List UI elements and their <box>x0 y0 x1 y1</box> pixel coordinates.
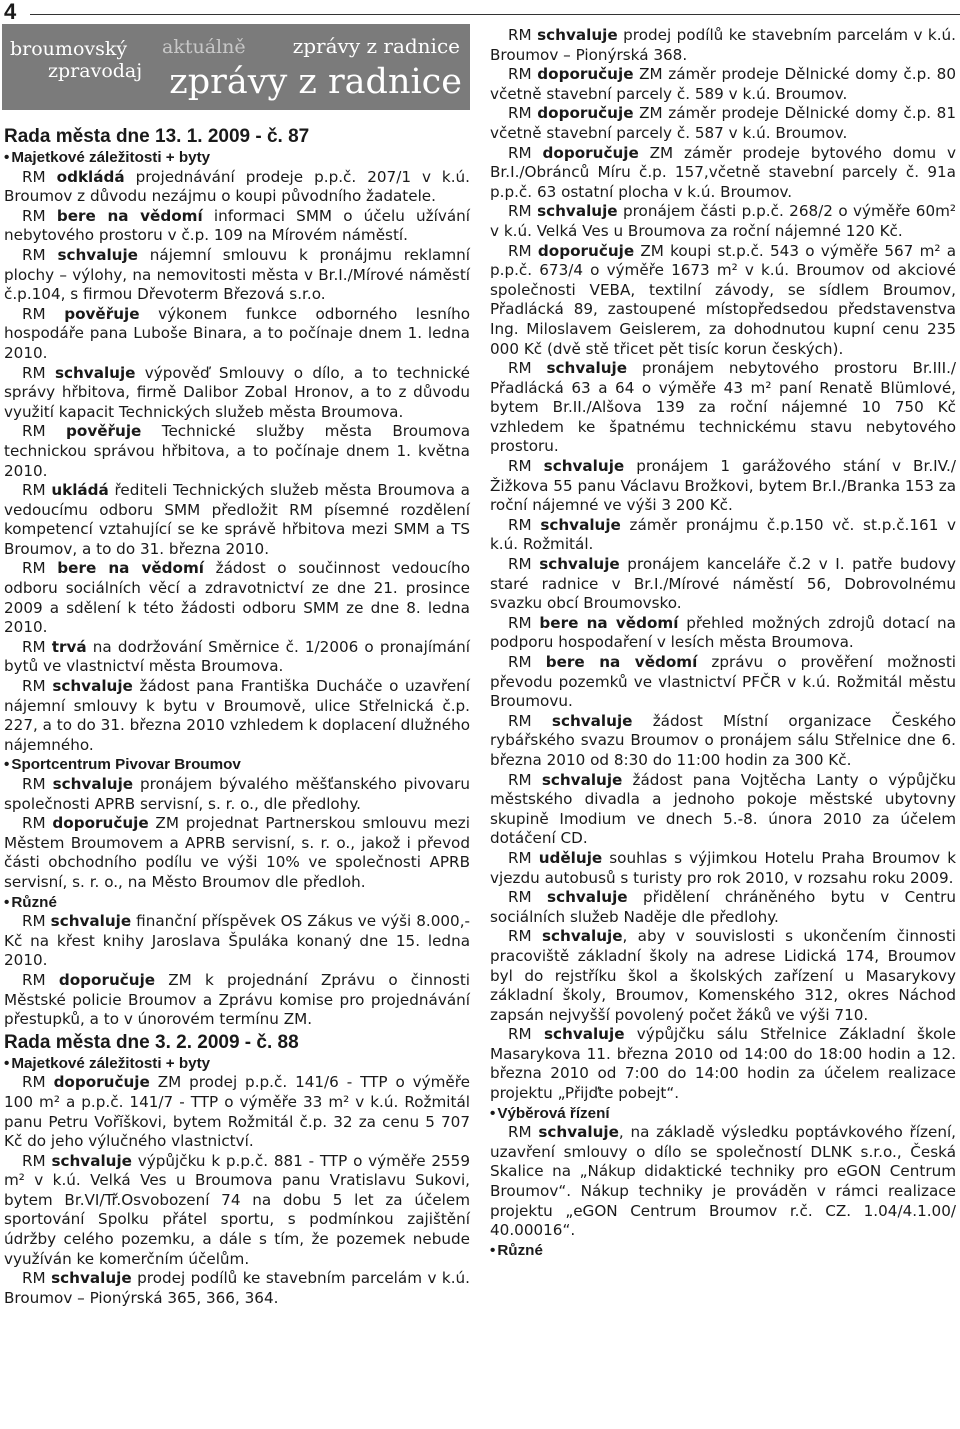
resolution-paragraph <box>4 1152 470 1270</box>
resolution-text: ZM záměr prodeje bytového domu v Br.I./Obránců Míru č.p. 157,včetně stavební parcely č. 91a p.p.č. 63 ostatní plocha v k.ú. Broumov. <box>490 143 956 201</box>
resolution-paragraph <box>490 1123 956 1241</box>
resolution-verb: doporučuje <box>537 65 634 84</box>
resolution-verb: schvaluje <box>541 927 623 946</box>
resolution-lead: RM <box>508 202 538 221</box>
resolution-lead: RM <box>22 304 65 323</box>
resolution-paragraph <box>4 775 470 814</box>
resolution-verb: schvaluje <box>50 912 132 931</box>
resolution-lead: RM <box>22 206 57 225</box>
resolution-text: žádost pana Františka Ducháče o uzavření nájemní smlouvy k bytu v Broumově, ulice Střelnická č.p. 227, a to do 31. března 2010 vzhledem k doplacení dlužného nájemného. <box>4 677 471 754</box>
resolution-paragraph <box>490 104 956 143</box>
resolution-text: žádost o součinnost vedoucího odboru sociálních věcí a zdravotnictví ze dne 21. prosince 2009 a sdělení k této žádosti odboru SMM ze dne 8. ledna 2010. <box>4 559 471 637</box>
resolution-verb: bere na vědomí <box>539 613 679 632</box>
resolution-verb: schvaluje <box>52 677 133 696</box>
resolution-text: Technické služby města Broumova technickou správou hřbitova, a to počínaje dnem 1. května 2010. <box>4 422 471 480</box>
resolution-text: , aby v souvislosti s ukončením činnosti pracoviště základní školy na adrese Lidická 174, Broumov byl do rejstříku škol a školských zařízení u Masarykovy základní školy, Broumov, Komenského 312, okres Náchod zapsán nejvyšší povolený počet žáků ve výši 710. <box>490 927 956 1024</box>
resolution-verb: doporučuje <box>537 104 634 123</box>
resolution-paragraph <box>4 246 470 305</box>
resolution-text: na dodržování Směrnice č. 1/2006 o pronajímání bytů ve vlastnictví města Broumova. <box>4 637 471 676</box>
banner-brand <box>10 38 142 82</box>
resolution-paragraph <box>490 516 956 555</box>
resolution-verb: doporučuje <box>542 143 639 162</box>
resolution-lead: RM <box>508 848 539 867</box>
resolution-text: finanční příspěvek OS Zákus ve výši 8.000,- Kč na křest knihy Jaroslava Špuláka konaný dne 15. ledna 2010. <box>4 912 471 970</box>
resolution-lead: RM <box>22 677 53 696</box>
resolution-paragraph <box>490 457 956 516</box>
resolution-verb: doporučuje <box>537 241 635 260</box>
resolution-lead: RM <box>508 359 547 378</box>
resolution-verb: bere na vědomí <box>57 559 204 578</box>
resolution-text: přidělení chráněného bytu v Centru sociálních služeb Naděje dle předlohy. <box>490 888 956 926</box>
resolution-paragraph <box>490 771 956 849</box>
resolution-paragraph <box>4 971 470 1030</box>
resolution-verb: uděluje <box>538 848 603 867</box>
resolution-lead: RM <box>508 1025 544 1044</box>
resolution-verb: odkládá <box>56 167 125 186</box>
resolution-lead: RM <box>508 515 541 534</box>
banner-section-label: aktuálně <box>162 36 246 58</box>
resolution-verb: schvaluje <box>551 711 633 730</box>
resolution-verb: pověřuje <box>66 422 142 441</box>
resolution-text: ZM projednat Partnerskou smlouvu mezi Městem Broumovem a APRB servisní, s. r. o., jakož i převod části obchodního podílu ve výši 10% ve společnosti APRB servisní, s. r. o., na Město Broumov dle předloh. <box>4 814 470 891</box>
resolution-text: prodej podílů ke stavebním parcelám v k.ú. Broumov – Pionýrská 365, 366, 364. <box>4 1269 470 1307</box>
resolution-lead: RM <box>22 912 51 931</box>
right-column <box>490 26 956 1260</box>
resolution-text: pronájem bývalého měšťanského pivovaru společnosti APRB servisní, s. r. o., dle předlohy. <box>4 775 470 813</box>
resolution-paragraph <box>490 202 956 241</box>
resolution-lead: RM <box>22 559 58 578</box>
resolution-verb: schvaluje <box>538 1123 619 1142</box>
resolution-paragraph <box>490 712 956 771</box>
resolution-lead: RM <box>22 637 52 656</box>
top-rule <box>30 14 960 15</box>
resolution-paragraph <box>4 912 470 971</box>
section-heading: • Sportcentrum Pivovar Broumov <box>4 755 470 775</box>
resolution-verb: schvaluje <box>539 555 620 574</box>
resolution-paragraph <box>4 814 470 892</box>
banner-brand-line2: zpravodaj <box>48 60 143 82</box>
banner-title-small: zprávy z radnice <box>292 34 460 58</box>
resolution-verb: schvaluje <box>537 202 618 221</box>
resolution-paragraph <box>4 559 470 637</box>
resolution-text: žádost pana Vojtěcha Lanty o výpůjčku městského divadla a jednoho pokoje městské ubytovny skupině Imodium ve dnech 5.-8. února 2010 za účelem dotáčení CD. <box>490 770 957 848</box>
resolution-lead: RM <box>22 1073 54 1092</box>
resolution-text: výpůjčku sálu Střelnice Základní škole Masarykova 11. března 2010 od 14:00 do 18:00 hodin a 12. března 2010 od 7:00 do 14:00 hodin za účelem realizace projektu „Přijďte pobejt“. <box>490 1025 956 1103</box>
resolution-verb: schvaluje <box>540 515 621 534</box>
resolution-text: ZM prodej p.p.č. 141/6 - TTP o výměře 100 m² a p.p.č. 141/7 - TTP o výměře 33 m² v k.ú. Rožmitál panu Petru Vořĭškovi, bytem Rožmitál č.p. 32 za cenu 5 707 Kč do jeho výlučného vlastnictví. <box>4 1073 470 1151</box>
resolution-text: prodej podílů ke stavebním parcelám v k.ú. Broumov – Pionýrská 368. <box>490 26 956 64</box>
resolution-lead: RM <box>22 1151 52 1170</box>
resolution-text: záměr pronájmu č.p.150 vč. st.p.č.161 v k.ú. Rožmitál. <box>490 515 957 554</box>
resolution-paragraph <box>490 144 956 203</box>
resolution-paragraph <box>490 555 956 614</box>
resolution-paragraph <box>4 207 470 246</box>
resolution-text: pronájem kanceláře č.2 v I. patře budovy staré radnice v Br.I./Mírové náměstí 56, Dobrovolnému svazku obcí Broumovsko. <box>490 555 957 613</box>
resolution-text: zprávu o prověření možnosti převodu pozemků ve vlastnictví PFČR v k.ú. Rožmitál městu Broumovu. <box>490 653 957 711</box>
resolution-paragraph <box>490 849 956 888</box>
resolution-lead: RM <box>22 422 67 441</box>
resolution-paragraph <box>4 1073 470 1151</box>
resolution-paragraph <box>4 481 470 559</box>
resolution-verb: schvaluje <box>546 359 628 378</box>
resolution-paragraph <box>490 653 956 712</box>
resolution-paragraph <box>4 168 470 207</box>
left-column <box>4 124 470 1308</box>
resolution-lead: RM <box>22 814 53 833</box>
resolution-paragraph <box>4 1269 470 1308</box>
resolution-lead: RM <box>22 167 57 186</box>
resolution-verb: schvaluje <box>54 363 136 382</box>
resolution-text: pronájem nebytového prostoru Br.III./ Přadlácká 63 a 64 o výměře 43 m² paní Renatě Blümlové, bytem Br.II./Alšova 139 za roční nájemné 10 750 Kč vzhledem ke špatnému technickému stavu nebytového prostoru. <box>490 359 957 456</box>
resolution-verb: schvaluje <box>57 245 138 264</box>
resolution-paragraph <box>490 65 956 104</box>
resolution-verb: trvá <box>51 637 87 656</box>
resolution-lead: RM <box>508 143 543 162</box>
meeting-heading: Rada města dne 3. 2. 2009 - č. 88 <box>4 1031 299 1053</box>
page-number: 4 <box>4 0 17 24</box>
resolution-paragraph <box>490 927 956 1025</box>
resolution-lead: RM <box>508 241 538 260</box>
resolution-lead: RM <box>508 26 538 44</box>
resolution-verb: doporučuje <box>53 1073 150 1092</box>
resolution-verb: doporučuje <box>58 970 156 989</box>
resolution-verb: schvaluje <box>543 1025 625 1044</box>
resolution-paragraph <box>490 614 956 653</box>
resolution-lead: RM <box>508 653 546 671</box>
section-heading: • Majetkové záležitosti + byty <box>4 148 470 168</box>
resolution-text: ZM záměr prodeje Dělnické domy č.p. 80 včetně stavební parcely č. 589 v k.ú. Broumov. <box>490 65 957 103</box>
resolution-text: přehled možných zdrojů dotací na podporu hospodaření v lesích města Broumova. <box>490 613 956 652</box>
banner-title-big: zprávy z radnice <box>169 62 462 102</box>
resolution-paragraph <box>490 888 956 927</box>
resolution-paragraph <box>4 638 470 677</box>
resolution-text: výpůjčku k p.p.č. 881 - TTP o výměře 2559 m² v k.ú. Velká Ves u Broumova panu Vratislavu Sukovi, bytem Br.VI/Tř.Osvobození 74 na dobu 5 let za účelem sportování Spolku přátel sportu, s podmínkou zajištění údržby celého pozemku, a dále s tím, že pozemek nebude využíván ke komerčním účelům. <box>4 1151 470 1268</box>
resolution-lead: RM <box>508 457 544 476</box>
resolution-verb: bere na vědomí <box>56 206 203 225</box>
resolution-text: výkonem funkce odborného lesního hospodáře pana Luboše Binara, a to počínaje dnem 1. ledna 2010. <box>4 304 471 362</box>
resolution-paragraph <box>4 422 470 481</box>
resolution-paragraph <box>490 1025 956 1103</box>
resolution-paragraph <box>4 677 470 755</box>
resolution-paragraph <box>490 26 956 65</box>
resolution-verb: schvaluje <box>547 888 628 907</box>
resolution-lead: RM <box>22 245 58 264</box>
section-heading: • Různé <box>490 1241 956 1261</box>
resolution-verb: schvaluje <box>51 1151 132 1170</box>
meeting-heading: Rada města dne 13. 1. 2009 - č. 87 <box>4 126 310 147</box>
resolution-lead: RM <box>508 1123 539 1142</box>
resolution-lead: RM <box>22 481 52 500</box>
resolution-lead: RM <box>508 888 548 907</box>
resolution-text: ZM k projednání Zprávu o činnosti Městské policie Broumov a Zprávu komise pro projednávání přestupků, a to v únorovém termínu ZM. <box>4 970 471 1029</box>
resolution-verb: schvaluje <box>537 26 618 44</box>
resolution-verb: schvaluje <box>541 770 623 789</box>
resolution-verb: bere na vědomí <box>545 653 698 671</box>
resolution-verb: schvaluje <box>51 1269 132 1288</box>
resolution-text: informaci SMM o účelu užívání nebytového prostoru v č.p. 109 na Mírovém náměstí. <box>4 206 470 245</box>
resolution-lead: RM <box>508 770 542 789</box>
resolution-lead: RM <box>508 555 540 574</box>
resolution-text: výpověď Smlouvy o dílo, a to technické správy hřbitova, firmě Dalibor Zobal Hronov, a to z důvodu využití kapacit Technických služeb města Broumova. <box>4 363 471 421</box>
resolution-verb: doporučuje <box>52 814 149 833</box>
section-heading: • Různé <box>4 893 470 913</box>
resolution-lead: RM <box>508 711 552 730</box>
resolution-lead: RM <box>22 363 55 382</box>
resolution-lead: RM <box>22 1269 52 1288</box>
resolution-text: pronájem 1 garážového stání v Br.IV./ Žižkova 55 panu Václavu Brožkovi, bytem Br.I./Branka 153 za roční nájemné ve výši 3 200 Kč. <box>490 457 957 515</box>
resolution-verb: schvaluje <box>543 457 625 476</box>
resolution-text: nájemní smlouvu k pronájmu reklamní plochy – výlohy, na nemovitosti města v Br.I./Mírové náměstí č.p.104, s firmou Dřevoterm Březová s.r.o. <box>4 245 470 304</box>
resolution-lead: RM <box>508 613 540 632</box>
resolution-verb: schvaluje <box>52 775 134 793</box>
resolution-lead: RM <box>508 104 538 123</box>
section-heading: • Výběrová řízení <box>490 1104 956 1124</box>
banner-brand-line1: broumovský <box>10 38 128 60</box>
section-banner <box>2 24 470 110</box>
resolution-text: ZM záměr prodeje Dělnické domy č.p. 81 včetně stavební parcely č. 587 v k.ú. Broumov. <box>490 104 957 142</box>
resolution-lead: RM <box>22 970 59 989</box>
resolution-lead: RM <box>22 775 53 793</box>
resolution-verb: pověřuje <box>64 304 140 323</box>
resolution-text: , na základě výsledku poptávkového řízení, uzavření smlouvy o dílo se společností DLNK s.r.o., Česká Skalice na „Nákup didaktické techniky pro eGON Centrum Broumov“. Nákup techniky je prováděn v rámci realizace projektu „eGON Centrum Broumov r.č. CZ. 1.04/4.1.00/ 40.00016“. <box>490 1123 956 1240</box>
resolution-paragraph <box>490 359 956 457</box>
resolution-text: pronájem části p.p.č. 268/2 o výměře 60m² v k.ú. Velká Ves u Broumova za roční nájemné 120 Kč. <box>490 202 957 240</box>
resolution-paragraph <box>4 364 470 423</box>
resolution-verb: ukládá <box>51 481 109 500</box>
resolution-lead: RM <box>508 927 542 946</box>
resolution-paragraph <box>490 242 956 360</box>
resolution-text: žádost Místní organizace Českého rybářského svazu Broumov o pronájem sálu Střelnice dne 6. března 2010 od 8:30 do 11:00 hodin za 300 Kč. <box>490 711 957 769</box>
resolution-text: řediteli Technických služeb města Broumova a vedoucímu odboru SMM předložit RM písemné rozdělení kompetencí vztahující se ke správě hřbitova mezi SMM a TS Broumov, a to do 31. března 2010. <box>4 481 470 558</box>
resolution-text: projednávání prodeje p.p.č. 207/1 v k.ú. Broumov z důvodu nezájmu o koupi původního žadatele. <box>4 167 471 206</box>
resolution-text: souhlas s výjimkou Hotelu Praha Broumov k vjezdu autobusů s turisty pro rok 2010, v rozsahu roku 2009. <box>490 848 956 887</box>
resolution-text: ZM koupi st.p.č. 543 o výměře 567 m² a p.p.č. 673/4 o výměře 1673 m² v k.ú. Broumov od akciové společnosti VEBA, textilní závody, se sídlem Broumov, Přadlácká 89, zastoupené místopředsedou představenstva Ing. Miloslavem Geislerem, za dohodnutou kupní cenu 235 000 Kč (dvě stě třicet pět tisíc korun českých). <box>490 241 957 358</box>
resolution-paragraph <box>4 305 470 364</box>
section-heading: • Majetkové záležitosti + byty <box>4 1054 470 1074</box>
resolution-lead: RM <box>508 65 538 84</box>
